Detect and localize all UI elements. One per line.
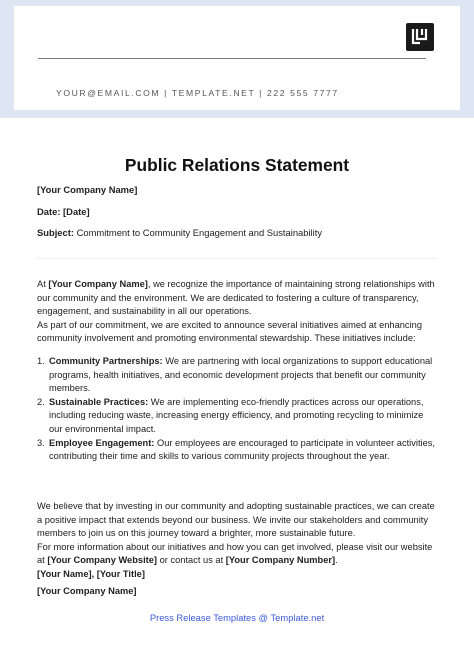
template-net-logo-icon (406, 23, 434, 51)
more-info-mid: or contact us at (157, 555, 226, 566)
initiatives-list (37, 355, 437, 464)
letterhead (14, 6, 460, 110)
list-item (37, 355, 437, 396)
item-text: Our employees are encouraged to participate in volunteer activities, contributing their time and skills to various community projects throughout the year. (49, 437, 435, 462)
footer-link[interactable]: Press Release Templates @ Template.net (149, 612, 325, 623)
signature-company: [Your Company Name] (37, 585, 137, 596)
subject-label: Subject: (37, 227, 74, 238)
intro-text: , we recognize the importance of maintaining strong relationships with our community and the environment. We are dedicated to fostering a culture of transparency, engagement, and sustainability in all our operations. (37, 279, 435, 317)
signature-name-title: [Your Name], [Your Title] (37, 568, 145, 579)
believe-paragraph: We believe that by investing in our community and adopting sustainable practices, we can create a positive impact that extends beyond our business. We invite our stakeholders and community members to join us on this journey toward a brighter, more sustainable future. (37, 501, 435, 539)
subject-text: Commitment to Community Engagement and Sustainability (73, 227, 323, 238)
more-info-end: . (335, 555, 338, 566)
page-title: Public Relations Statement (124, 155, 350, 175)
contact-info: YOUR@EMAIL.COM | TEMPLATE.NET | 222 555 7777 (56, 88, 339, 98)
subject-line (37, 225, 322, 241)
item-number: 3. (37, 437, 45, 448)
item-label: Employee Engagement: (49, 437, 155, 448)
list-item (37, 437, 437, 464)
company-name-line: [Your Company Name] (37, 184, 138, 195)
item-number: 2. (37, 396, 45, 407)
header-band (0, 0, 474, 118)
item-text: We are partnering with local organizations to support educational programs, health initiatives, and economic development projects that benefit our community members. (49, 356, 433, 394)
list-item (37, 396, 437, 437)
item-label: Community Partnerships: (49, 356, 163, 366)
part-of-paragraph: As part of our commitment, we are excited to announce several initiatives aimed at enhancing community involvement and promoting environmental stewardship. These initiatives include: (37, 319, 422, 344)
item-number: 1. (37, 356, 45, 366)
header-rule (38, 58, 426, 59)
item-text: We are implementing eco-friendly practices across our operations, including reducing waste, increasing energy efficiency, and promoting recycling to minimize our environmental impact. (49, 396, 424, 434)
intro-prefix: At (37, 279, 49, 289)
more-info-text: For more information about our initiatives and how you can get involved, please visit our website at (37, 541, 433, 566)
intro-paragraph (37, 278, 437, 346)
item-label: Sustainable Practices: (49, 396, 149, 407)
closing-paragraph (37, 500, 437, 598)
intro-company: [Your Company Name] (48, 279, 148, 289)
date-line: Date: [Date] (37, 206, 90, 217)
website-placeholder: [Your Company Website] (47, 555, 158, 566)
company-number-placeholder: [Your Company Number] (225, 555, 336, 566)
divider (37, 258, 437, 259)
more-info-paragraph (37, 541, 437, 568)
